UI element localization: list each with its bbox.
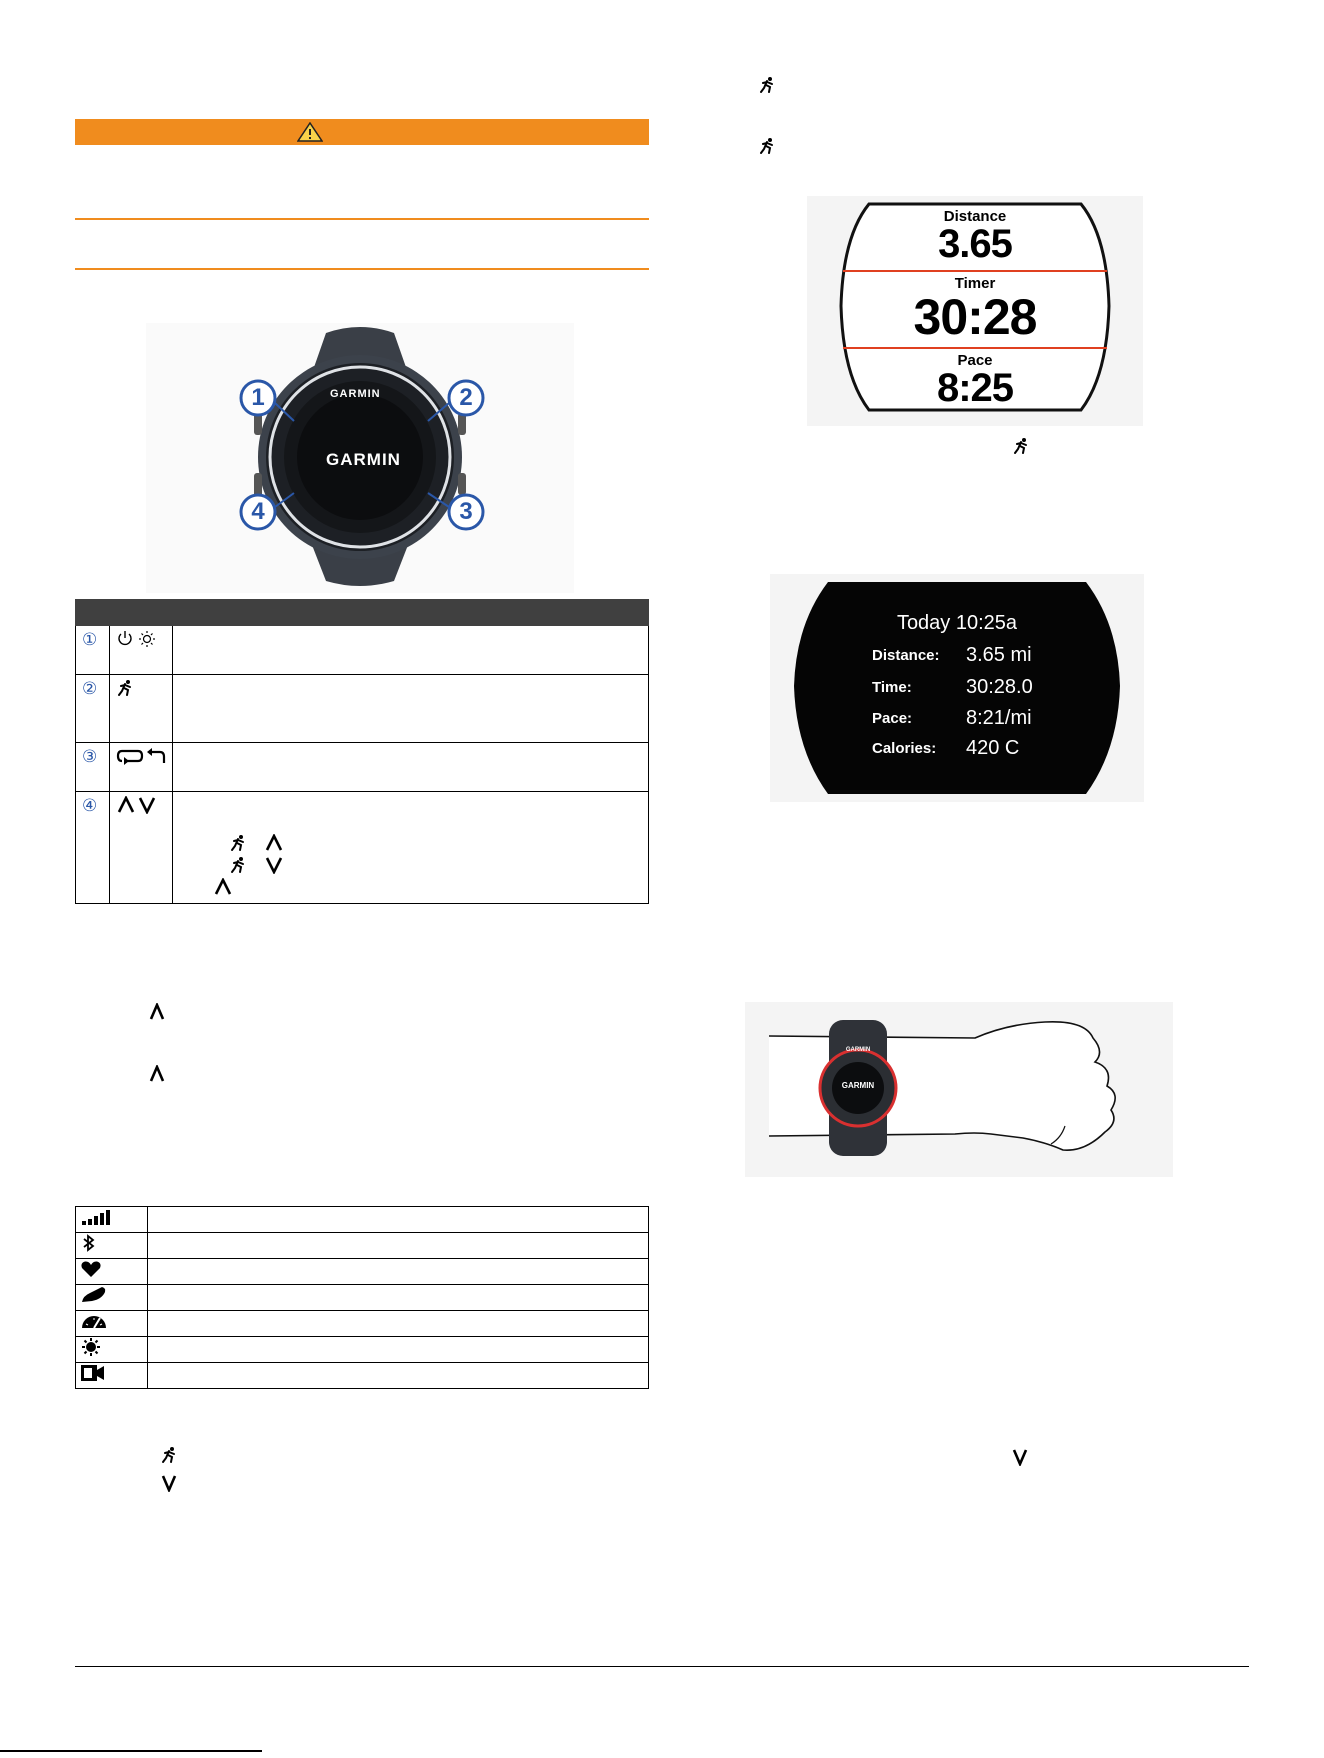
footer-bar <box>0 1750 262 1752</box>
virb-camera-icon <box>80 1364 106 1382</box>
lap-icon <box>118 751 142 765</box>
summary-value-calories: 420 C <box>966 737 1020 759</box>
row-icons <box>110 626 173 675</box>
summary-label-time: Time: <box>872 679 912 696</box>
table-row <box>76 1363 649 1389</box>
foot-pod-icon <box>80 1286 108 1304</box>
field-value-pace: 8:25 <box>936 366 1014 410</box>
row-icons <box>110 675 173 743</box>
callout-2: 2 <box>459 384 473 411</box>
table-row <box>76 1259 649 1285</box>
runner-icon <box>160 1446 178 1464</box>
table-row <box>76 1337 649 1363</box>
bluetooth-icon <box>80 1234 98 1252</box>
combo-runner-down <box>229 856 289 877</box>
summary-label-pace: Pace: <box>872 710 913 727</box>
table-row <box>76 626 649 675</box>
callout-1: 1 <box>251 384 265 411</box>
summary-value-distance: 3.65 mi <box>966 644 1032 666</box>
combo-up <box>213 878 233 899</box>
footer-divider <box>75 1666 1249 1667</box>
device-figure <box>146 323 574 593</box>
bezel-brand: GARMIN <box>330 388 381 400</box>
summary-title: Today 10:25a <box>896 612 1018 634</box>
runner-icon <box>116 679 134 697</box>
table-row <box>76 792 649 904</box>
runner-icon <box>758 76 776 94</box>
row-icons <box>110 792 173 904</box>
warning-divider-top <box>75 218 649 220</box>
table-row <box>76 1285 649 1311</box>
summary-screen-figure <box>770 574 1144 802</box>
runner-icon <box>1012 437 1030 455</box>
field-value-distance: 3.65 <box>938 222 1012 266</box>
wrist-screen-brand: GARMIN <box>841 1081 875 1090</box>
runner-icon <box>758 137 776 155</box>
field-label-distance: Distance <box>943 208 1007 225</box>
row-number: ③ <box>76 743 110 792</box>
up-arrow-icon <box>148 1003 166 1021</box>
warning-divider-bottom <box>75 268 649 270</box>
screen-brand: GARMIN <box>326 450 401 469</box>
combo-runner-up <box>229 834 289 855</box>
row-number: ② <box>76 675 110 743</box>
summary-screen-bezel <box>770 574 1144 802</box>
wrist-figure <box>745 1002 1173 1177</box>
callout-3: 3 <box>459 498 473 525</box>
power-icon <box>119 631 131 644</box>
summary-label-distance: Distance: <box>872 647 940 664</box>
table-row <box>76 1311 649 1337</box>
field-label-timer: Timer <box>954 275 996 292</box>
summary-value-pace: 8:21/mi <box>966 707 1032 729</box>
table-row <box>76 1207 649 1233</box>
row-icons <box>110 743 173 792</box>
down-arrow-icon <box>160 1474 178 1492</box>
backlight-icon <box>139 631 155 647</box>
wrist-illustration <box>745 1002 1173 1177</box>
up-arrow-icon <box>119 798 133 812</box>
table-row <box>76 1233 649 1259</box>
back-icon <box>147 748 164 763</box>
buttons-table-header <box>76 600 649 626</box>
warning-banner <box>75 119 649 145</box>
down-arrow-icon <box>1011 1448 1029 1466</box>
field-label-pace: Pace <box>957 352 993 369</box>
wrist-bezel-brand: GARMIN <box>845 1047 871 1053</box>
table-row <box>76 743 649 792</box>
field-value-timer: 30:28 <box>913 289 1037 345</box>
temperature-sensor-icon <box>80 1338 102 1356</box>
table-row <box>76 675 649 743</box>
summary-value-time: 30:28.0 <box>966 676 1033 698</box>
up-arrow-icon <box>148 1065 166 1083</box>
status-icons-table <box>75 1206 649 1389</box>
summary-label-calories: Calories: <box>872 740 937 757</box>
down-arrow-icon <box>140 798 154 812</box>
speed-sensor-icon <box>80 1312 108 1330</box>
callout-4: 4 <box>251 498 265 525</box>
heart-rate-icon <box>80 1260 102 1278</box>
row-number: ④ <box>76 792 110 904</box>
buttons-table <box>75 599 649 904</box>
training-screen-figure <box>807 196 1143 426</box>
warning-triangle-icon <box>297 122 323 142</box>
row-number: ① <box>76 626 110 675</box>
gps-signal-icon <box>80 1208 116 1226</box>
